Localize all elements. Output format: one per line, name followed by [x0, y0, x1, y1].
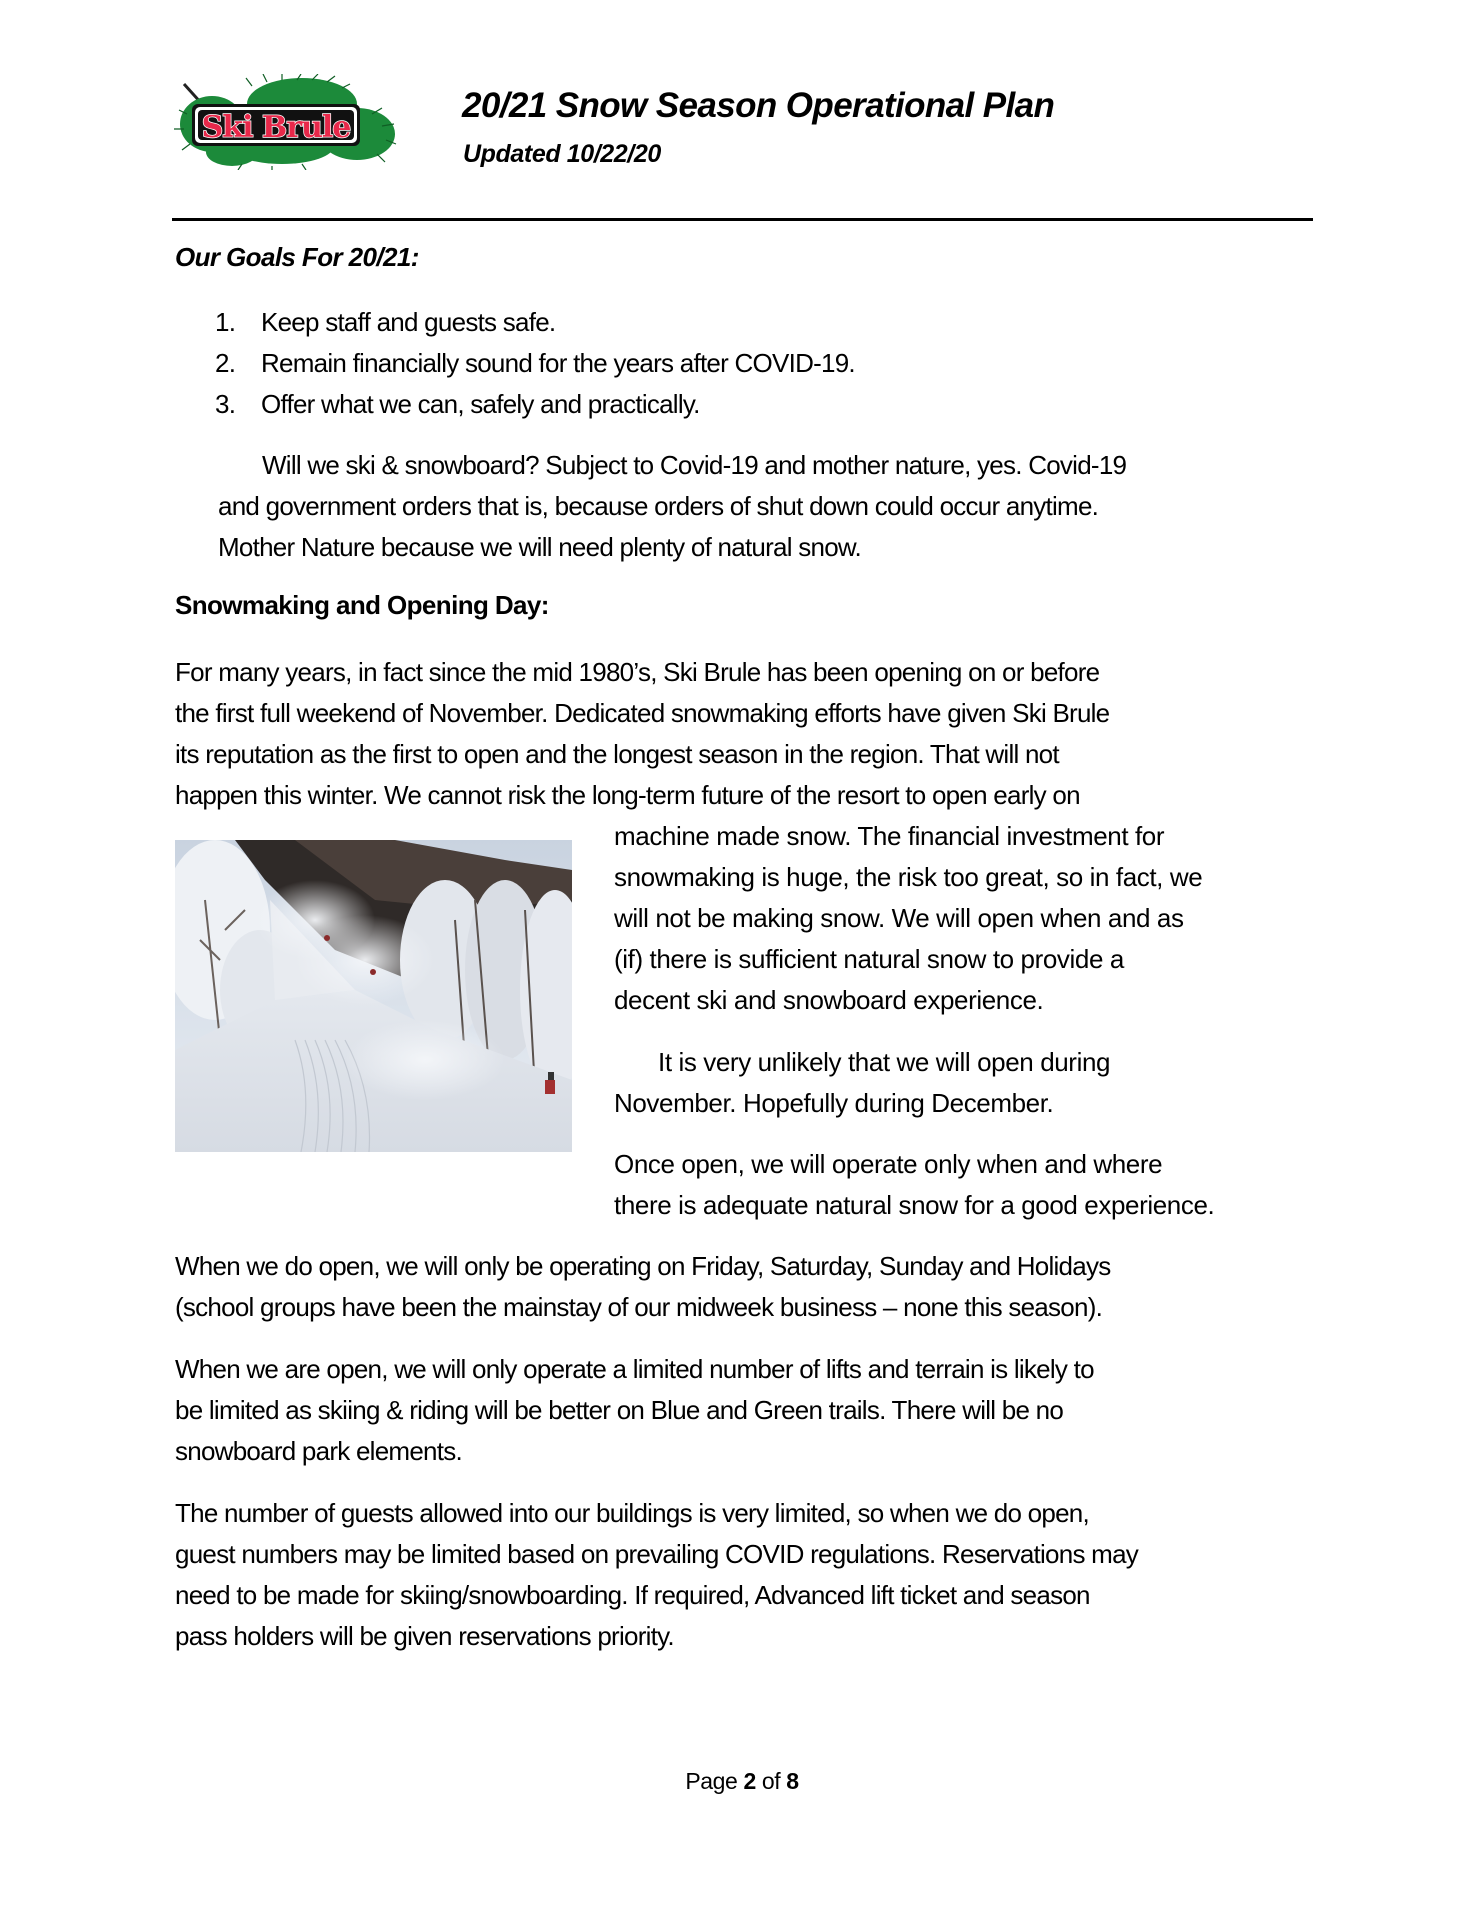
goal-number: 3.	[215, 389, 236, 419]
paragraph-line: Will we ski & snowboard? Subject to Covid-19 and mother nature, yes. Covid-19	[262, 450, 1127, 480]
ski-brule-logo	[172, 74, 398, 170]
paragraph-line: Mother Nature because we will need plenty of natural snow.	[218, 532, 861, 562]
goal-item	[215, 302, 855, 343]
goals-heading: Our Goals For 20/21:	[175, 242, 419, 272]
paragraph-line: Once open, we will operate only when and where	[614, 1149, 1163, 1179]
paragraph-line: its reputation as the first to open and the longest season in the region. That will not	[175, 739, 1059, 769]
document-title: 20/21 Snow Season Operational Plan	[462, 86, 1055, 125]
paragraph-line: machine made snow. The financial investment for	[614, 821, 1165, 851]
paragraph-line: When we are open, we will only operate a limited number of lifts and terrain is likely to	[175, 1354, 1094, 1384]
snowmaking-investment-paragraph	[614, 816, 1334, 1021]
goal-number: 1.	[215, 307, 236, 337]
page-label: Page	[685, 1768, 738, 1794]
operating-days-paragraph	[175, 1246, 1315, 1328]
paragraph-line: It is very unlikely that we will open during	[658, 1047, 1111, 1077]
paragraph-line: and government orders that is, because orders of shut down could occur anytime.	[218, 491, 1099, 521]
paragraph-line: snowboard park elements.	[175, 1436, 462, 1466]
goal-item	[215, 384, 855, 425]
svg-text:Ski Brule: Ski Brule	[201, 110, 351, 145]
paragraph-line: November. Hopefully during December.	[614, 1088, 1054, 1118]
snowy-slope-image-icon	[175, 840, 572, 1152]
goal-number: 2.	[215, 348, 236, 378]
total-pages: 8	[786, 1768, 799, 1794]
pine-branch-logo-icon	[172, 74, 398, 170]
ski-question-paragraph	[218, 445, 1318, 568]
history-paragraph	[175, 652, 1315, 816]
snowmaking-heading: Snowmaking and Opening Day:	[175, 590, 549, 620]
page-number-footer	[0, 1768, 1484, 1795]
snowmaking-photo	[175, 840, 572, 1152]
current-page: 2	[743, 1768, 756, 1794]
header-divider	[172, 218, 1313, 221]
goal-text: Remain financially sound for the years after COVID-19.	[261, 348, 855, 378]
paragraph-line: need to be made for skiing/snowboarding. If required, Advanced lift ticket and season	[175, 1580, 1090, 1610]
paragraph-line: guest numbers may be limited based on prevailing COVID regulations. Reservations may	[175, 1539, 1139, 1569]
paragraph-line: will not be making snow. We will open when and as	[614, 903, 1184, 933]
paragraph-line: there is adequate natural snow for a good experience.	[614, 1190, 1215, 1220]
paragraph-line: the first full weekend of November. Dedicated snowmaking efforts have given Ski Brule	[175, 698, 1110, 728]
paragraph-line: happen this winter. We cannot risk the long-term future of the resort to open early on	[175, 780, 1080, 810]
paragraph-line: The number of guests allowed into our buildings is very limited, so when we do open,	[175, 1498, 1089, 1528]
goal-text: Offer what we can, safely and practically.	[261, 389, 700, 419]
paragraph-line: pass holders will be given reservations priority.	[175, 1621, 674, 1651]
paragraph-line: decent ski and snowboard experience.	[614, 985, 1044, 1015]
paragraph-line: (if) there is sufficient natural snow to provide a	[614, 944, 1124, 974]
goals-list	[215, 302, 855, 425]
goal-item	[215, 343, 855, 384]
of-label: of	[761, 1768, 781, 1794]
document-updated-date: Updated 10/22/20	[463, 140, 661, 168]
paragraph-line: be limited as skiing & riding will be better on Blue and Green trails. There will be no	[175, 1395, 1064, 1425]
guest-limits-paragraph	[175, 1493, 1315, 1657]
lifts-terrain-paragraph	[175, 1349, 1315, 1472]
paragraph-line: snowmaking is huge, the risk too great, so in fact, we	[614, 862, 1203, 892]
operating-conditions-paragraph	[614, 1144, 1334, 1226]
paragraph-line: For many years, in fact since the mid 1980’s, Ski Brule has been opening on or before	[175, 657, 1100, 687]
opening-month-paragraph	[614, 1042, 1334, 1124]
paragraph-line: (school groups have been the mainstay of our midweek business – none this season).	[175, 1292, 1103, 1322]
paragraph-line: When we do open, we will only be operating on Friday, Saturday, Sunday and Holidays	[175, 1251, 1111, 1281]
goal-text: Keep staff and guests safe.	[261, 307, 556, 337]
